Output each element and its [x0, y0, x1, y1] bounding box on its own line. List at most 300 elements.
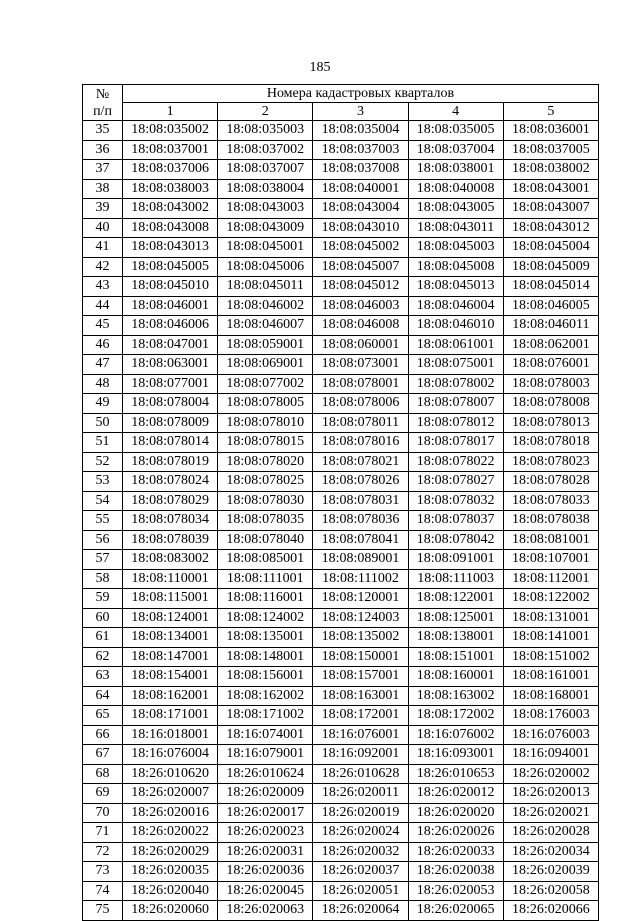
row-number: 39 — [83, 199, 123, 219]
cadastral-number-cell: 18:26:020064 — [313, 901, 408, 921]
cadastral-number-cell: 18:26:020016 — [123, 803, 218, 823]
row-number: 50 — [83, 413, 123, 433]
cadastral-number-cell: 18:08:043011 — [408, 218, 503, 238]
table-row — [83, 608, 599, 628]
cadastral-number-cell: 18:08:035005 — [408, 121, 503, 141]
cadastral-number-cell: 18:26:020038 — [408, 862, 503, 882]
cadastral-number-cell: 18:26:020013 — [503, 784, 598, 804]
cadastral-number-cell: 18:08:078034 — [123, 511, 218, 531]
cadastral-number-cell: 18:08:038001 — [408, 160, 503, 180]
cadastral-number-cell: 18:08:078037 — [408, 511, 503, 531]
table-row — [83, 764, 599, 784]
row-number: 42 — [83, 257, 123, 277]
row-number: 61 — [83, 628, 123, 648]
cadastral-quarters-table — [82, 84, 599, 921]
row-number: 54 — [83, 491, 123, 511]
cadastral-number-cell: 18:08:141001 — [503, 628, 598, 648]
cadastral-number-cell: 18:08:168001 — [503, 686, 598, 706]
cadastral-number-cell: 18:26:020036 — [218, 862, 313, 882]
table-row — [83, 823, 599, 843]
row-number: 58 — [83, 569, 123, 589]
cadastral-number-cell: 18:08:046005 — [503, 296, 598, 316]
table-row — [83, 140, 599, 160]
row-number: 55 — [83, 511, 123, 531]
cadastral-number-cell: 18:08:043005 — [408, 199, 503, 219]
table-row — [83, 394, 599, 414]
cadastral-number-cell: 18:08:069001 — [218, 355, 313, 375]
cadastral-number-cell: 18:08:110001 — [123, 569, 218, 589]
cadastral-number-cell: 18:08:078022 — [408, 452, 503, 472]
cadastral-number-cell: 18:08:037002 — [218, 140, 313, 160]
row-number: 40 — [83, 218, 123, 238]
cadastral-number-cell: 18:08:043007 — [503, 199, 598, 219]
cadastral-number-cell: 18:26:020024 — [313, 823, 408, 843]
row-number: 74 — [83, 881, 123, 901]
cadastral-number-cell: 18:08:043009 — [218, 218, 313, 238]
cadastral-number-cell: 18:08:038004 — [218, 179, 313, 199]
cadastral-number-cell: 18:08:046011 — [503, 316, 598, 336]
table-body — [83, 121, 599, 921]
cadastral-number-cell: 18:08:063001 — [123, 355, 218, 375]
cadastral-number-cell: 18:26:010624 — [218, 764, 313, 784]
table-row — [83, 706, 599, 726]
cadastral-number-cell: 18:08:163001 — [313, 686, 408, 706]
cadastral-number-cell: 18:08:163002 — [408, 686, 503, 706]
cadastral-number-cell: 18:16:076004 — [123, 745, 218, 765]
cadastral-number-cell: 18:08:085001 — [218, 550, 313, 570]
table-row — [83, 491, 599, 511]
cadastral-number-cell: 18:08:122002 — [503, 589, 598, 609]
cadastral-number-cell: 18:26:020033 — [408, 842, 503, 862]
table-header — [83, 85, 599, 121]
cadastral-number-cell: 18:08:037006 — [123, 160, 218, 180]
cadastral-number-cell: 18:08:045006 — [218, 257, 313, 277]
row-number: 66 — [83, 725, 123, 745]
cadastral-number-cell: 18:26:020058 — [503, 881, 598, 901]
table-row — [83, 199, 599, 219]
cadastral-number-cell: 18:08:078042 — [408, 530, 503, 550]
table-row — [83, 179, 599, 199]
cadastral-number-cell: 18:26:020063 — [218, 901, 313, 921]
header-number-abbrev: п/п — [93, 103, 112, 119]
row-number: 73 — [83, 862, 123, 882]
cadastral-number-cell: 18:26:020053 — [408, 881, 503, 901]
cadastral-number-cell: 18:16:074001 — [218, 725, 313, 745]
cadastral-number-cell: 18:08:078026 — [313, 472, 408, 492]
cadastral-number-cell: 18:08:135002 — [313, 628, 408, 648]
row-number: 51 — [83, 433, 123, 453]
cadastral-number-cell: 18:08:078031 — [313, 491, 408, 511]
cadastral-number-cell: 18:08:077001 — [123, 374, 218, 394]
cadastral-number-cell: 18:26:020060 — [123, 901, 218, 921]
cadastral-number-cell: 18:08:078027 — [408, 472, 503, 492]
cadastral-number-cell: 18:08:115001 — [123, 589, 218, 609]
cadastral-number-cell: 18:08:040001 — [313, 179, 408, 199]
cadastral-number-cell: 18:08:135001 — [218, 628, 313, 648]
cadastral-number-cell: 18:16:076003 — [503, 725, 598, 745]
cadastral-number-cell: 18:08:061001 — [408, 335, 503, 355]
cadastral-number-cell: 18:08:046008 — [313, 316, 408, 336]
cadastral-number-cell: 18:08:078007 — [408, 394, 503, 414]
table-row — [83, 589, 599, 609]
cadastral-number-cell: 18:08:078008 — [503, 394, 598, 414]
cadastral-number-cell: 18:08:124003 — [313, 608, 408, 628]
table-row — [83, 745, 599, 765]
table-row — [83, 686, 599, 706]
cadastral-number-cell: 18:26:020035 — [123, 862, 218, 882]
table-row — [83, 530, 599, 550]
cadastral-number-cell: 18:08:078032 — [408, 491, 503, 511]
cadastral-number-cell: 18:08:078006 — [313, 394, 408, 414]
table-row — [83, 316, 599, 336]
table-row — [83, 296, 599, 316]
column-index-4: 4 — [408, 103, 503, 121]
cadastral-number-cell: 18:08:091001 — [408, 550, 503, 570]
row-number: 59 — [83, 589, 123, 609]
cadastral-number-cell: 18:08:078017 — [408, 433, 503, 453]
cadastral-number-cell: 18:08:078010 — [218, 413, 313, 433]
cadastral-number-cell: 18:08:078003 — [503, 374, 598, 394]
cadastral-number-cell: 18:08:060001 — [313, 335, 408, 355]
cadastral-number-cell: 18:08:122001 — [408, 589, 503, 609]
cadastral-number-cell: 18:08:081001 — [503, 530, 598, 550]
cadastral-number-cell: 18:08:112001 — [503, 569, 598, 589]
row-number: 68 — [83, 764, 123, 784]
table-row — [83, 160, 599, 180]
table-row — [83, 238, 599, 258]
cadastral-number-cell: 18:26:020037 — [313, 862, 408, 882]
cadastral-number-cell: 18:08:078033 — [503, 491, 598, 511]
cadastral-number-cell: 18:08:046003 — [313, 296, 408, 316]
cadastral-number-cell: 18:08:046007 — [218, 316, 313, 336]
cadastral-number-cell: 18:08:045008 — [408, 257, 503, 277]
table-row — [83, 862, 599, 882]
cadastral-number-cell: 18:08:111002 — [313, 569, 408, 589]
cadastral-number-cell: 18:08:073001 — [313, 355, 408, 375]
row-number: 37 — [83, 160, 123, 180]
cadastral-number-cell: 18:08:045003 — [408, 238, 503, 258]
row-number: 35 — [83, 121, 123, 141]
row-number: 69 — [83, 784, 123, 804]
cadastral-number-cell: 18:08:078009 — [123, 413, 218, 433]
table-row — [83, 277, 599, 297]
cadastral-number-cell: 18:08:078036 — [313, 511, 408, 531]
cadastral-number-cell: 18:08:043002 — [123, 199, 218, 219]
cadastral-number-cell: 18:08:154001 — [123, 667, 218, 687]
row-number: 45 — [83, 316, 123, 336]
cadastral-number-cell: 18:08:078016 — [313, 433, 408, 453]
cadastral-number-cell: 18:08:078012 — [408, 413, 503, 433]
cadastral-number-cell: 18:16:094001 — [503, 745, 598, 765]
row-number: 75 — [83, 901, 123, 921]
cadastral-number-cell: 18:08:040008 — [408, 179, 503, 199]
cadastral-number-cell: 18:08:045002 — [313, 238, 408, 258]
cadastral-number-cell: 18:08:078030 — [218, 491, 313, 511]
cadastral-number-cell: 18:08:078039 — [123, 530, 218, 550]
cadastral-number-cell: 18:08:035004 — [313, 121, 408, 141]
row-number: 72 — [83, 842, 123, 862]
cadastral-number-cell: 18:08:037003 — [313, 140, 408, 160]
cadastral-number-cell: 18:08:089001 — [313, 550, 408, 570]
cadastral-number-cell: 18:08:147001 — [123, 647, 218, 667]
cadastral-number-cell: 18:08:038002 — [503, 160, 598, 180]
cadastral-number-cell: 18:08:151001 — [408, 647, 503, 667]
cadastral-number-cell: 18:26:020011 — [313, 784, 408, 804]
cadastral-number-cell: 18:08:045011 — [218, 277, 313, 297]
table-row — [83, 472, 599, 492]
cadastral-number-cell: 18:16:092001 — [313, 745, 408, 765]
cadastral-number-cell: 18:08:062001 — [503, 335, 598, 355]
cadastral-number-cell: 18:26:020020 — [408, 803, 503, 823]
cadastral-number-cell: 18:08:078024 — [123, 472, 218, 492]
cadastral-number-cell: 18:08:078038 — [503, 511, 598, 531]
cadastral-number-cell: 18:26:020017 — [218, 803, 313, 823]
cadastral-number-cell: 18:08:116001 — [218, 589, 313, 609]
cadastral-number-cell: 18:08:037001 — [123, 140, 218, 160]
cadastral-number-cell: 18:08:160001 — [408, 667, 503, 687]
cadastral-number-cell: 18:08:043010 — [313, 218, 408, 238]
cadastral-number-cell: 18:08:078002 — [408, 374, 503, 394]
cadastral-number-cell: 18:08:107001 — [503, 550, 598, 570]
cadastral-number-cell: 18:08:172002 — [408, 706, 503, 726]
cadastral-number-cell: 18:26:020028 — [503, 823, 598, 843]
table-row — [83, 413, 599, 433]
cadastral-number-cell: 18:08:134001 — [123, 628, 218, 648]
row-number: 67 — [83, 745, 123, 765]
cadastral-number-cell: 18:26:020022 — [123, 823, 218, 843]
cadastral-number-cell: 18:26:010628 — [313, 764, 408, 784]
cadastral-number-cell: 18:26:020039 — [503, 862, 598, 882]
table-row — [83, 335, 599, 355]
cadastral-number-cell: 18:26:020023 — [218, 823, 313, 843]
cadastral-number-cell: 18:08:045004 — [503, 238, 598, 258]
table-row — [83, 355, 599, 375]
cadastral-number-cell: 18:08:045005 — [123, 257, 218, 277]
cadastral-number-cell: 18:08:078025 — [218, 472, 313, 492]
cadastral-number-cell: 18:08:043003 — [218, 199, 313, 219]
cadastral-number-cell: 18:08:078004 — [123, 394, 218, 414]
cadastral-number-cell: 18:26:010653 — [408, 764, 503, 784]
table-row — [83, 511, 599, 531]
cadastral-number-cell: 18:08:078041 — [313, 530, 408, 550]
cadastral-number-cell: 18:26:020051 — [313, 881, 408, 901]
cadastral-number-cell: 18:08:045012 — [313, 277, 408, 297]
cadastral-number-cell: 18:08:037005 — [503, 140, 598, 160]
cadastral-number-cell: 18:08:045009 — [503, 257, 598, 277]
cadastral-number-cell: 18:08:045013 — [408, 277, 503, 297]
cadastral-number-cell: 18:08:037004 — [408, 140, 503, 160]
cadastral-number-cell: 18:08:047001 — [123, 335, 218, 355]
cadastral-number-cell: 18:26:020045 — [218, 881, 313, 901]
cadastral-number-cell: 18:08:043001 — [503, 179, 598, 199]
cadastral-number-cell: 18:08:131001 — [503, 608, 598, 628]
cadastral-number-cell: 18:08:046001 — [123, 296, 218, 316]
cadastral-number-cell: 18:08:046004 — [408, 296, 503, 316]
cadastral-number-cell: 18:08:078028 — [503, 472, 598, 492]
cadastral-number-cell: 18:26:020007 — [123, 784, 218, 804]
row-number: 47 — [83, 355, 123, 375]
row-number: 46 — [83, 335, 123, 355]
cadastral-number-cell: 18:08:075001 — [408, 355, 503, 375]
column-index-5: 5 — [503, 103, 598, 121]
cadastral-number-cell: 18:08:043012 — [503, 218, 598, 238]
table-row — [83, 901, 599, 921]
cadastral-number-cell: 18:16:076002 — [408, 725, 503, 745]
cadastral-number-cell: 18:08:045001 — [218, 238, 313, 258]
cadastral-number-cell: 18:08:124001 — [123, 608, 218, 628]
cadastral-number-cell: 18:26:020026 — [408, 823, 503, 843]
cadastral-number-cell: 18:08:078029 — [123, 491, 218, 511]
cadastral-number-cell: 18:08:046002 — [218, 296, 313, 316]
cadastral-number-cell: 18:08:078005 — [218, 394, 313, 414]
table-row — [83, 218, 599, 238]
table-row — [83, 550, 599, 570]
cadastral-number-cell: 18:26:020009 — [218, 784, 313, 804]
cadastral-number-cell: 18:08:078019 — [123, 452, 218, 472]
header-number-symbol: № — [95, 86, 110, 102]
cadastral-number-cell: 18:26:020066 — [503, 901, 598, 921]
cadastral-number-cell: 18:08:059001 — [218, 335, 313, 355]
table-row — [83, 121, 599, 141]
cadastral-number-cell: 18:08:111003 — [408, 569, 503, 589]
cadastral-number-cell: 18:08:171001 — [123, 706, 218, 726]
cadastral-number-cell: 18:08:148001 — [218, 647, 313, 667]
cadastral-number-cell: 18:16:018001 — [123, 725, 218, 745]
column-index-3: 3 — [313, 103, 408, 121]
row-number: 41 — [83, 238, 123, 258]
cadastral-number-cell: 18:08:078001 — [313, 374, 408, 394]
cadastral-number-cell: 18:08:078011 — [313, 413, 408, 433]
row-number: 60 — [83, 608, 123, 628]
table-row — [83, 842, 599, 862]
cadastral-number-cell: 18:08:150001 — [313, 647, 408, 667]
cadastral-number-cell: 18:08:125001 — [408, 608, 503, 628]
table-row — [83, 374, 599, 394]
cadastral-number-cell: 18:08:176003 — [503, 706, 598, 726]
cadastral-number-cell: 18:08:078040 — [218, 530, 313, 550]
row-number: 43 — [83, 277, 123, 297]
cadastral-number-cell: 18:08:046010 — [408, 316, 503, 336]
table-row — [83, 257, 599, 277]
row-number: 38 — [83, 179, 123, 199]
cadastral-number-cell: 18:08:043013 — [123, 238, 218, 258]
table-row — [83, 881, 599, 901]
cadastral-number-cell: 18:08:083002 — [123, 550, 218, 570]
cadastral-number-cell: 18:08:046006 — [123, 316, 218, 336]
cadastral-number-cell: 18:08:162001 — [123, 686, 218, 706]
row-number: 44 — [83, 296, 123, 316]
cadastral-number-cell: 18:08:138001 — [408, 628, 503, 648]
cadastral-number-cell: 18:08:043008 — [123, 218, 218, 238]
cadastral-number-cell: 18:26:020021 — [503, 803, 598, 823]
row-number: 70 — [83, 803, 123, 823]
table-row — [83, 569, 599, 589]
row-number: 52 — [83, 452, 123, 472]
table-row — [83, 433, 599, 453]
cadastral-number-cell: 18:08:045014 — [503, 277, 598, 297]
cadastral-number-cell: 18:08:124002 — [218, 608, 313, 628]
table-row — [83, 803, 599, 823]
table-row — [83, 628, 599, 648]
row-number: 64 — [83, 686, 123, 706]
cadastral-number-cell: 18:08:078013 — [503, 413, 598, 433]
cadastral-number-cell: 18:08:151002 — [503, 647, 598, 667]
cadastral-number-cell: 18:26:020034 — [503, 842, 598, 862]
cadastral-number-cell: 18:26:020002 — [503, 764, 598, 784]
cadastral-number-cell: 18:26:020040 — [123, 881, 218, 901]
row-number: 65 — [83, 706, 123, 726]
cadastral-number-cell: 18:08:078021 — [313, 452, 408, 472]
cadastral-number-cell: 18:08:043004 — [313, 199, 408, 219]
cadastral-number-cell: 18:08:037008 — [313, 160, 408, 180]
cadastral-number-cell: 18:08:157001 — [313, 667, 408, 687]
cadastral-number-cell: 18:08:078018 — [503, 433, 598, 453]
header-group-title: Номера кадастровых кварталов — [123, 85, 599, 103]
cadastral-number-cell: 18:08:045010 — [123, 277, 218, 297]
page-number: 185 — [309, 60, 331, 75]
cadastral-number-cell: 18:26:020032 — [313, 842, 408, 862]
cadastral-number-cell: 18:08:078015 — [218, 433, 313, 453]
row-number: 63 — [83, 667, 123, 687]
row-number: 36 — [83, 140, 123, 160]
cadastral-number-cell: 18:08:037007 — [218, 160, 313, 180]
column-index-2: 2 — [218, 103, 313, 121]
cadastral-number-cell: 18:26:020031 — [218, 842, 313, 862]
cadastral-number-cell: 18:16:093001 — [408, 745, 503, 765]
table-row — [83, 725, 599, 745]
row-number: 62 — [83, 647, 123, 667]
cadastral-number-cell: 18:26:020065 — [408, 901, 503, 921]
cadastral-number-cell: 18:08:078020 — [218, 452, 313, 472]
cadastral-number-cell: 18:16:076001 — [313, 725, 408, 745]
table-row — [83, 647, 599, 667]
cadastral-number-cell: 18:08:035003 — [218, 121, 313, 141]
cadastral-number-cell: 18:08:156001 — [218, 667, 313, 687]
cadastral-number-cell: 18:08:076001 — [503, 355, 598, 375]
cadastral-number-cell: 18:08:078023 — [503, 452, 598, 472]
cadastral-number-cell: 18:08:045007 — [313, 257, 408, 277]
column-index-row — [83, 103, 599, 121]
cadastral-number-cell: 18:08:078014 — [123, 433, 218, 453]
cadastral-number-cell: 18:08:172001 — [313, 706, 408, 726]
cadastral-number-cell: 18:08:171002 — [218, 706, 313, 726]
cadastral-number-cell: 18:26:020019 — [313, 803, 408, 823]
row-number: 71 — [83, 823, 123, 843]
column-index-1: 1 — [123, 103, 218, 121]
header-number-cell — [83, 85, 123, 121]
cadastral-number-cell: 18:08:077002 — [218, 374, 313, 394]
row-number: 48 — [83, 374, 123, 394]
cadastral-number-cell: 18:26:020012 — [408, 784, 503, 804]
cadastral-number-cell: 18:08:111001 — [218, 569, 313, 589]
cadastral-number-cell: 18:16:079001 — [218, 745, 313, 765]
cadastral-number-cell: 18:26:020029 — [123, 842, 218, 862]
row-number: 57 — [83, 550, 123, 570]
cadastral-number-cell: 18:26:010620 — [123, 764, 218, 784]
row-number: 49 — [83, 394, 123, 414]
row-number: 56 — [83, 530, 123, 550]
cadastral-number-cell: 18:08:035002 — [123, 121, 218, 141]
cadastral-number-cell: 18:08:162002 — [218, 686, 313, 706]
table-row — [83, 452, 599, 472]
cadastral-number-cell: 18:08:036001 — [503, 121, 598, 141]
table-row — [83, 784, 599, 804]
row-number: 53 — [83, 472, 123, 492]
cadastral-number-cell: 18:08:038003 — [123, 179, 218, 199]
cadastral-number-cell: 18:08:078035 — [218, 511, 313, 531]
cadastral-number-cell: 18:08:120001 — [313, 589, 408, 609]
cadastral-number-cell: 18:08:161001 — [503, 667, 598, 687]
